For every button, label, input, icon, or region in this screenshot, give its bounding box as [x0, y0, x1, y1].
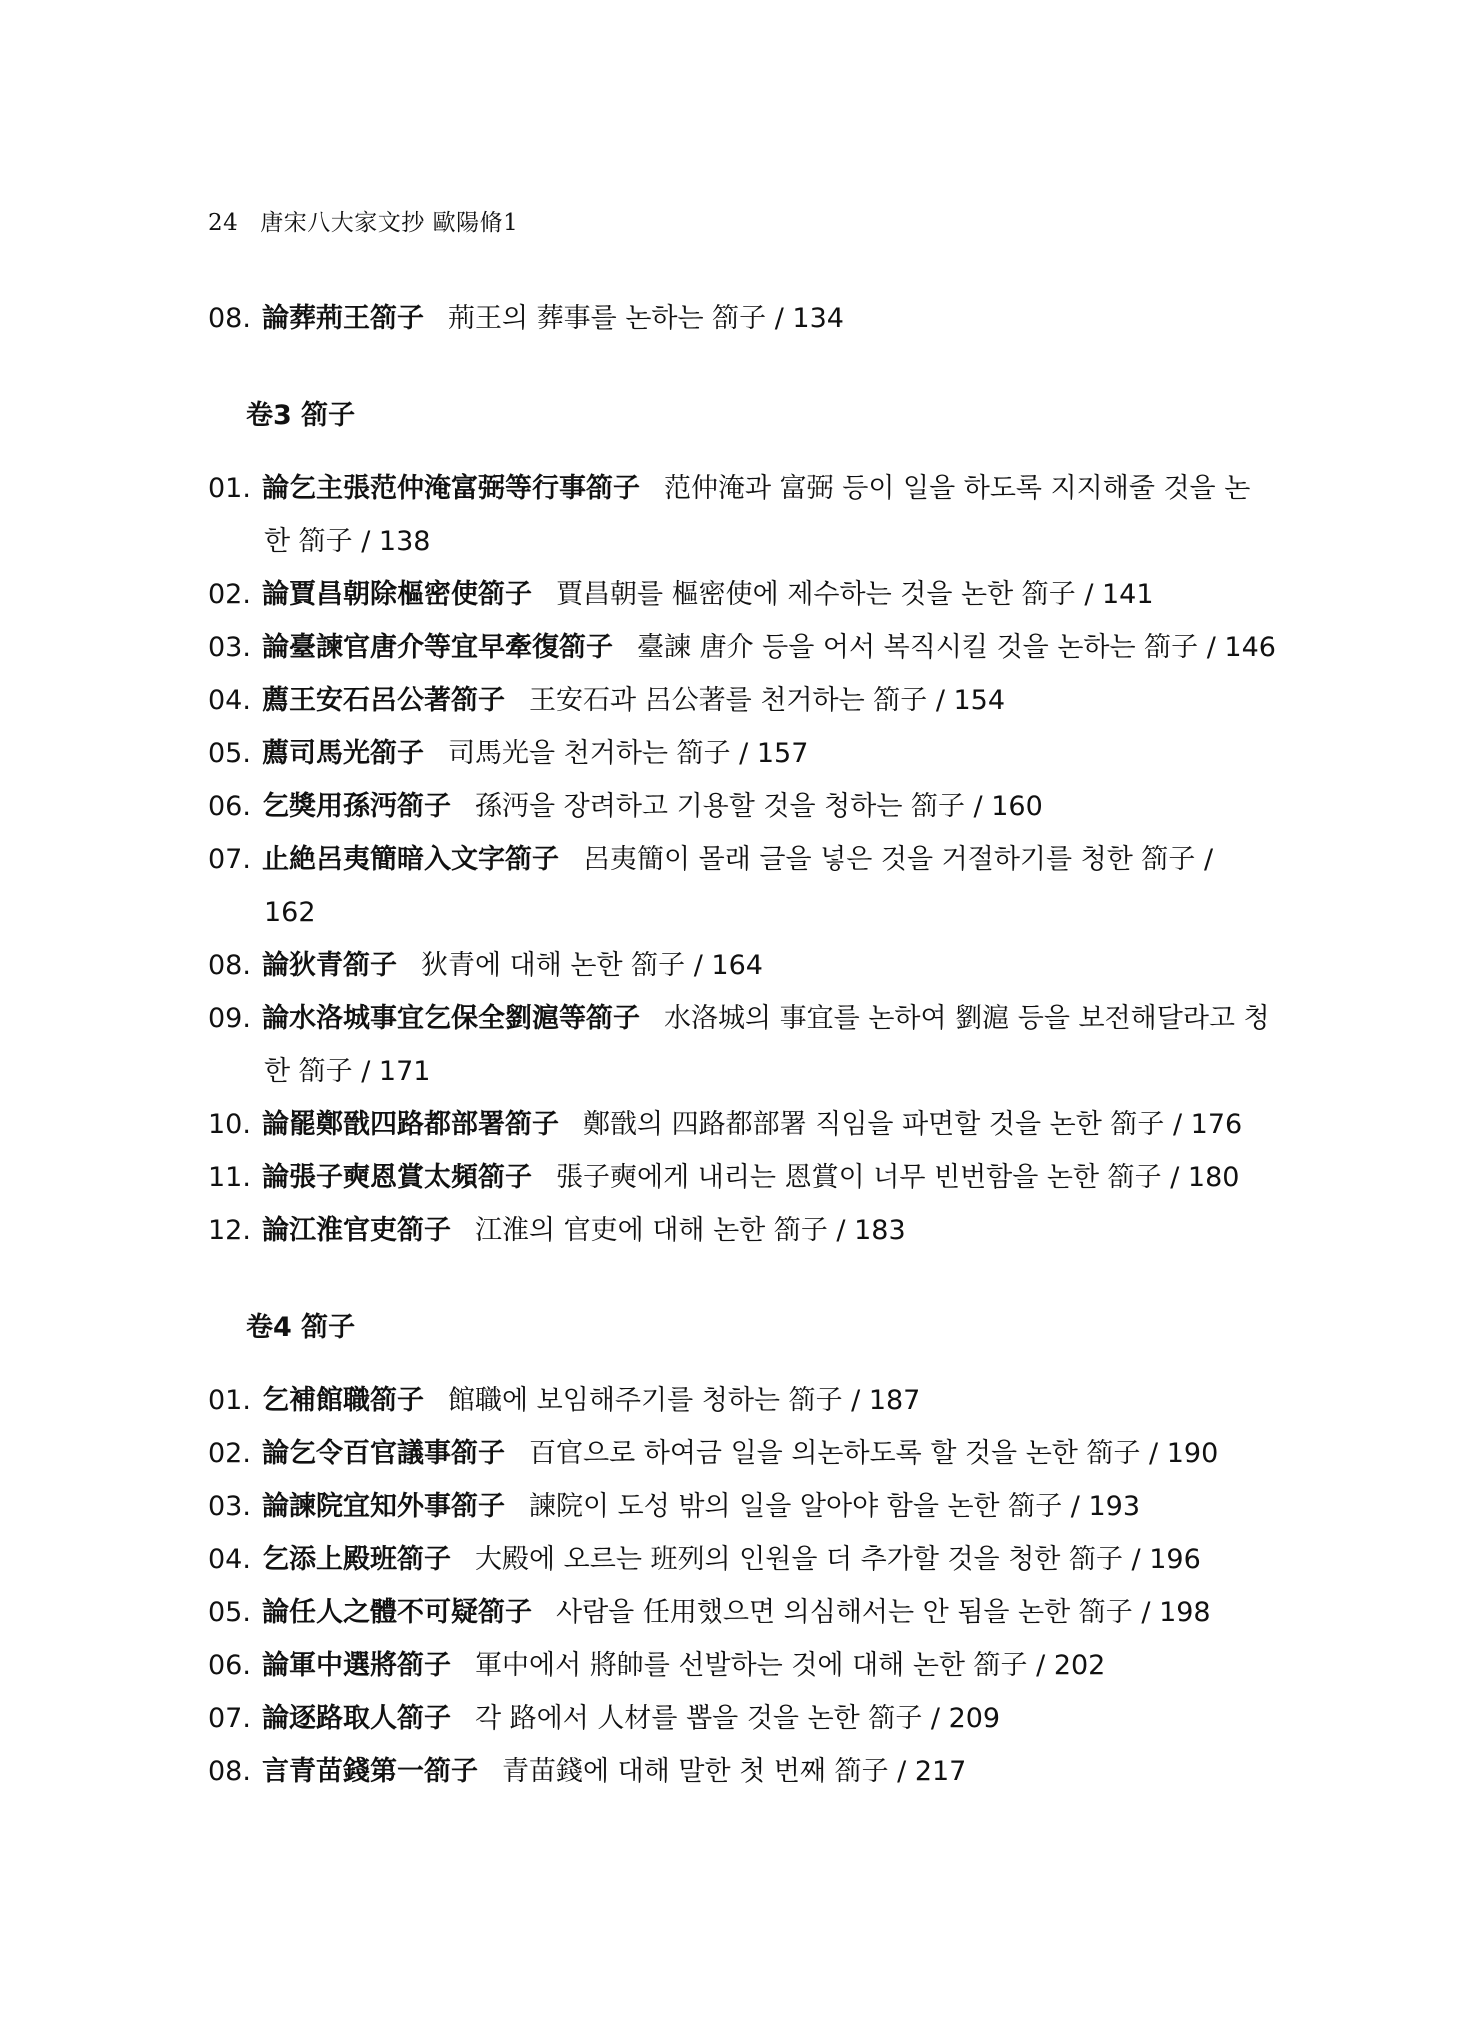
entry-title: 薦司馬光箚子 — [262, 738, 424, 769]
entry-description: 賈昌朝를 樞密使에 제수하는 것을 논한 箚子 / 141 — [556, 579, 1154, 610]
toc-entry — [208, 1151, 1288, 1204]
entry-number: 07. — [208, 844, 251, 875]
entry-title: 乞添上殿班箚子 — [262, 1544, 451, 1575]
entry-description: 사람을 任用했으면 의심해서는 안 됨을 논한 箚子 / 198 — [556, 1597, 1211, 1628]
entry-description: 范仲淹과 富弼 등이 일을 하도록 지지해줄 것을 논 — [664, 473, 1251, 504]
toc-entry — [208, 1639, 1288, 1692]
toc-entry — [208, 1098, 1288, 1151]
entry-description: 孫沔을 장려하고 기용할 것을 청하는 箚子 / 160 — [475, 791, 1043, 822]
entry-title: 止絶呂夷簡暗入文字箚子 — [262, 844, 559, 875]
entry-title: 論臺諫官唐介等宜早牽復箚子 — [262, 632, 613, 663]
toc-entry — [208, 780, 1288, 833]
entry-description: 臺諫 唐介 등을 어서 복직시킬 것을 논하는 箚子 / 146 — [637, 632, 1276, 663]
toc-entry — [208, 1586, 1288, 1639]
entry-title: 論逐路取人箚子 — [262, 1703, 451, 1734]
toc-entry — [208, 1745, 1288, 1798]
entry-description: 司馬光을 천거하는 箚子 / 157 — [448, 738, 809, 769]
entry-title: 論罷鄭戩四路都部署箚子 — [262, 1109, 559, 1140]
entry-number: 04. — [208, 1544, 251, 1575]
entry-title: 論任人之體不可疑箚子 — [262, 1597, 532, 1628]
entry-description: 張子奭에게 내리는 恩賞이 너무 빈번함을 논한 箚子 / 180 — [556, 1162, 1240, 1193]
entry-number: 03. — [208, 1491, 251, 1522]
toc-entry — [208, 462, 1288, 568]
entry-description: 江淮의 官吏에 대해 논한 箚子 / 183 — [475, 1215, 906, 1246]
section-heading: 卷3 箚子 — [246, 400, 356, 431]
entry-title: 乞獎用孫沔箚子 — [262, 791, 451, 822]
entry-description: 狄青에 대해 논한 箚子 / 164 — [421, 950, 763, 981]
entry-description: 諫院이 도성 밖의 일을 알아야 함을 논한 箚子 / 193 — [529, 1491, 1141, 1522]
entry-title: 乞補館職箚子 — [262, 1385, 424, 1416]
entry-description: 王安石과 呂公著를 천거하는 箚子 / 154 — [529, 685, 1006, 716]
page-number: 24 — [208, 210, 239, 236]
entry-description: 荊王의 葬事를 논하는 箚子 / 134 — [448, 303, 844, 334]
entry-number: 10. — [208, 1109, 251, 1140]
entry-number: 04. — [208, 685, 251, 716]
toc-entry — [208, 1374, 1288, 1427]
entry-title: 論乞主張范仲淹富弼等行事箚子 — [262, 473, 640, 504]
entry-title: 論葬荊王箚子 — [262, 303, 424, 334]
toc-entry — [208, 292, 1288, 345]
entry-number: 08. — [208, 950, 251, 981]
entry-title: 言青苗錢第一箚子 — [262, 1756, 478, 1787]
entry-title: 論狄青箚子 — [262, 950, 397, 981]
entry-title: 論賈昌朝除樞密使箚子 — [262, 579, 532, 610]
entry-number: 06. — [208, 1650, 251, 1681]
toc-entry — [208, 1427, 1288, 1480]
toc-entry — [208, 992, 1288, 1098]
entry-description: 軍中에서 將帥를 선발하는 것에 대해 논한 箚子 / 202 — [475, 1650, 1106, 1681]
entry-number: 08. — [208, 1756, 251, 1787]
entry-description: 青苗錢에 대해 말한 첫 번째 箚子 / 217 — [502, 1756, 967, 1787]
entry-description: 呂夷簡이 몰래 글을 넣은 것을 거절하기를 청한 箚子 / — [583, 844, 1214, 875]
entry-description: 大殿에 오르는 班列의 인원을 더 추가할 것을 청한 箚子 / 196 — [475, 1544, 1201, 1575]
entry-description: 鄭戩의 四路都部署 직임을 파면할 것을 논한 箚子 / 176 — [583, 1109, 1243, 1140]
entry-description: 각 路에서 人材를 뽑을 것을 논한 箚子 / 209 — [475, 1703, 1001, 1734]
entry-description: 館職에 보임해주기를 청하는 箚子 / 187 — [448, 1385, 921, 1416]
running-header — [208, 204, 518, 237]
entry-number: 02. — [208, 1438, 251, 1469]
toc-entry — [208, 1533, 1288, 1586]
section-heading: 卷4 箚子 — [246, 1312, 356, 1343]
entry-continuation: 한 箚子 / 138 — [264, 526, 431, 557]
entry-description: 水洛城의 事宜를 논하여 劉滬 등을 보전해달라고 청 — [664, 1003, 1270, 1034]
table-of-contents — [208, 292, 1288, 1798]
entry-description: 百官으로 하여금 일을 의논하도록 할 것을 논한 箚子 / 190 — [529, 1438, 1219, 1469]
entry-number: 03. — [208, 632, 251, 663]
toc-entry — [208, 674, 1288, 727]
entry-number: 01. — [208, 473, 251, 504]
entry-title: 論江淮官吏箚子 — [262, 1215, 451, 1246]
entry-number: 02. — [208, 579, 251, 610]
entry-number: 05. — [208, 738, 251, 769]
toc-entry — [208, 939, 1288, 992]
entry-title: 論軍中選將箚子 — [262, 1650, 451, 1681]
entry-continuation: 한 箚子 / 171 — [264, 1056, 431, 1087]
entry-title: 論諫院宜知外事箚子 — [262, 1491, 505, 1522]
entry-number: 06. — [208, 791, 251, 822]
toc-entry — [208, 1692, 1288, 1745]
toc-entry — [208, 621, 1288, 674]
entry-number: 12. — [208, 1215, 251, 1246]
entry-number: 01. — [208, 1385, 251, 1416]
entry-continuation: 162 — [264, 897, 316, 928]
toc-entry — [208, 727, 1288, 780]
entry-number: 05. — [208, 1597, 251, 1628]
book-title: 唐宋八大家文抄 歐陽脩1 — [260, 210, 519, 236]
entry-number: 11. — [208, 1162, 251, 1193]
entry-title: 論張子奭恩賞太頻箚子 — [262, 1162, 532, 1193]
toc-entry — [208, 1204, 1288, 1257]
toc-entry — [208, 833, 1288, 939]
entry-title: 論乞令百官議事箚子 — [262, 1438, 505, 1469]
entry-title: 論水洛城事宜乞保全劉滬等箚子 — [262, 1003, 640, 1034]
entry-number: 08. — [208, 303, 251, 334]
entry-number: 07. — [208, 1703, 251, 1734]
entry-title: 薦王安石呂公著箚子 — [262, 685, 505, 716]
toc-entry — [208, 1480, 1288, 1533]
toc-entry — [208, 568, 1288, 621]
entry-number: 09. — [208, 1003, 251, 1034]
